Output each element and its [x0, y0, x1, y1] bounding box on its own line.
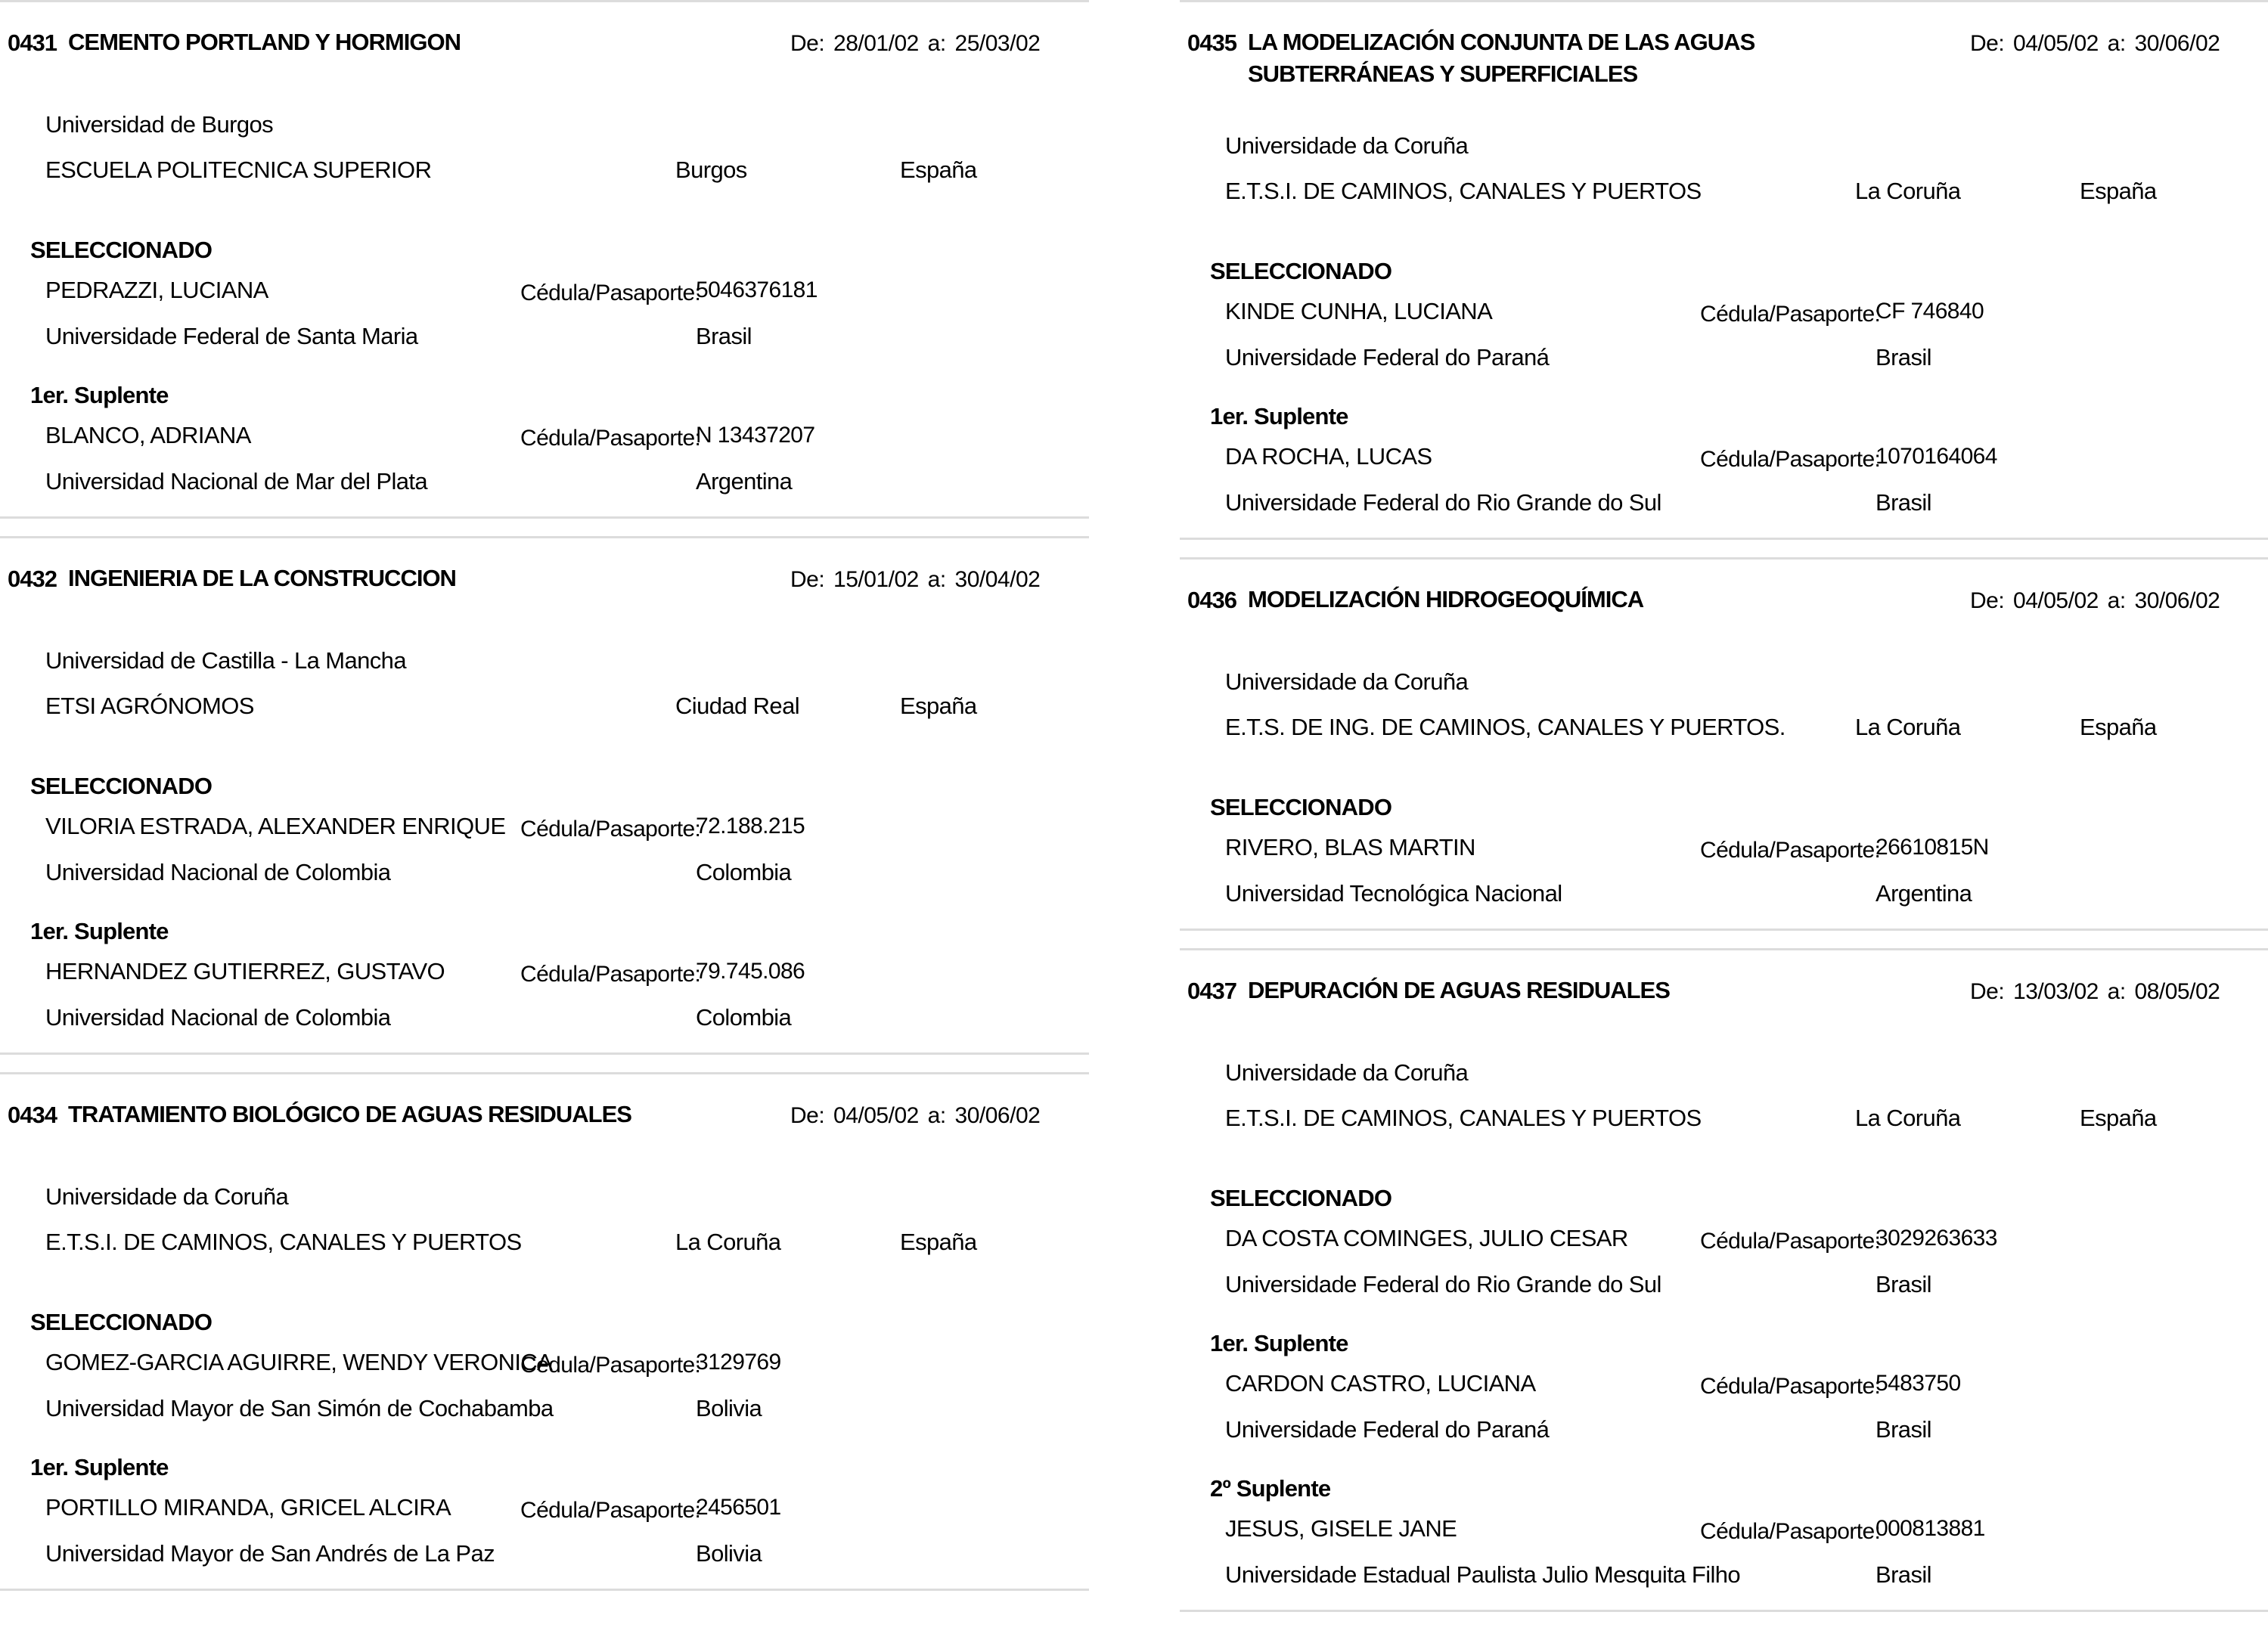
- course-dates: [790, 567, 1040, 593]
- course-code: 0432: [8, 566, 57, 592]
- university-name: Universidad de Castilla - La Mancha: [45, 647, 406, 674]
- candidate-name: KINDE CUNHA, LUCIANA: [1225, 298, 1493, 324]
- candidate-id-number: 5483750: [1876, 1371, 1961, 1396]
- university-name: Universidade da Coruña: [1225, 668, 1469, 695]
- school-country: España: [900, 1229, 977, 1255]
- candidate-name: GOMEZ-GARCIA AGUIRRE, WENDY VERONICA: [45, 1349, 553, 1375]
- course-block: [1180, 557, 2268, 931]
- candidate-country: Argentina: [696, 468, 793, 494]
- date-to-label: a:: [927, 31, 946, 56]
- date-to-label: a:: [927, 567, 946, 592]
- university-name: Universidade da Coruña: [1225, 132, 1469, 159]
- candidate-institution: Universidade Estadual Paulista Julio Mesquita Filho: [1225, 1561, 1741, 1588]
- school-name: E.T.S. DE ING. DE CAMINOS, CANALES Y PUERTOS.: [1225, 714, 1786, 740]
- course-block: [0, 0, 1089, 519]
- candidate-id-number: N 13437207: [696, 423, 815, 448]
- school-name: E.T.S.I. DE CAMINOS, CANALES Y PUERTOS: [1225, 178, 1702, 204]
- id-label: Cédula/Pasaporte:: [1700, 302, 1881, 327]
- candidate-institution: Universidad Mayor de San Simón de Cochabamba: [45, 1395, 554, 1421]
- candidate-country: Argentina: [1876, 880, 1972, 907]
- date-to: 30/06/02: [954, 1103, 1041, 1128]
- candidate-role: 1er. Suplente: [30, 1454, 169, 1480]
- candidate-institution: Universidad Mayor de San Andrés de La Paz: [45, 1540, 495, 1567]
- candidate-institution: Universidade Federal do Paraná: [1225, 1416, 1550, 1443]
- school-city: La Coruña: [1855, 1105, 1961, 1131]
- candidate-id-number: 3129769: [696, 1350, 781, 1375]
- id-label: Cédula/Pasaporte:: [1700, 1229, 1881, 1254]
- course-dates: [790, 1103, 1040, 1129]
- candidate-role: 1er. Suplente: [30, 382, 169, 408]
- date-from: 15/01/02: [833, 567, 919, 592]
- candidate-role: 2º Suplente: [1210, 1475, 1331, 1502]
- candidate-id-number: 5046376181: [696, 277, 818, 302]
- candidate-country: Brasil: [1876, 489, 1931, 516]
- course-block: [0, 536, 1089, 1055]
- id-label: Cédula/Pasaporte:: [520, 281, 701, 305]
- candidate-name: VILORIA ESTRADA, ALEXANDER ENRIQUE: [45, 813, 506, 839]
- date-from-label: De:: [790, 1103, 825, 1128]
- id-label: Cédula/Pasaporte:: [520, 426, 701, 451]
- date-from: 04/05/02: [833, 1103, 919, 1128]
- candidate-institution: Universidad Tecnológica Nacional: [1225, 880, 1562, 907]
- candidate-name: PORTILLO MIRANDA, GRICEL ALCIRA: [45, 1494, 451, 1521]
- id-label: Cédula/Pasaporte:: [1700, 1374, 1881, 1399]
- candidate-institution: Universidade Federal de Santa Maria: [45, 323, 418, 349]
- school-city: La Coruña: [1855, 714, 1961, 740]
- date-from-label: De:: [790, 31, 825, 56]
- candidate-role: 1er. Suplente: [1210, 1330, 1348, 1356]
- school-name: ESCUELA POLITECNICA SUPERIOR: [45, 157, 432, 183]
- candidate-name: HERNANDEZ GUTIERREZ, GUSTAVO: [45, 958, 445, 984]
- course-title: CEMENTO PORTLAND Y HORMIGON: [68, 29, 461, 55]
- course-dates: [1970, 31, 2220, 57]
- date-to-label: a:: [927, 1103, 946, 1128]
- candidate-institution: Universidade Federal do Rio Grande do Sul: [1225, 1271, 1661, 1297]
- id-label: Cédula/Pasaporte:: [520, 1498, 701, 1523]
- candidate-role: SELECCIONADO: [1210, 794, 1392, 820]
- course-code: 0431: [8, 29, 57, 56]
- date-from-label: De:: [790, 567, 825, 592]
- date-to-label: a:: [2107, 31, 2126, 56]
- candidate-name: DA COSTA COMINGES, JULIO CESAR: [1225, 1225, 1628, 1251]
- id-label: Cédula/Pasaporte:: [1700, 838, 1881, 863]
- school-country: España: [900, 157, 977, 183]
- university-name: Universidade da Coruña: [1225, 1059, 1469, 1086]
- date-from: 13/03/02: [2013, 979, 2099, 1004]
- school-city: Burgos: [675, 157, 747, 183]
- candidate-country: Bolivia: [696, 1395, 762, 1421]
- date-to-label: a:: [2107, 588, 2126, 613]
- candidate-id-number: 79.745.086: [696, 959, 805, 984]
- right-column: [1180, 0, 2268, 1612]
- course-title: MODELIZACIÓN HIDROGEOQUÍMICA: [1248, 586, 1644, 612]
- candidate-role: 1er. Suplente: [30, 918, 169, 944]
- course-title: DEPURACIÓN DE AGUAS RESIDUALES: [1248, 977, 1670, 1003]
- candidate-country: Colombia: [696, 859, 792, 885]
- school-country: España: [2080, 178, 2157, 204]
- candidate-id-number: 26610815N: [1876, 835, 1989, 860]
- date-from-label: De:: [1970, 979, 2005, 1004]
- candidate-name: CARDON CASTRO, LUCIANA: [1225, 1370, 1536, 1397]
- candidate-id-number: 1070164064: [1876, 444, 1997, 469]
- candidate-country: Brasil: [1876, 1416, 1931, 1443]
- candidate-institution: Universidad Nacional de Colombia: [45, 859, 391, 885]
- course-code: 0435: [1187, 29, 1236, 56]
- university-name: Universidad de Burgos: [45, 111, 274, 138]
- id-label: Cédula/Pasaporte:: [520, 1353, 701, 1378]
- candidate-institution: Universidade Federal do Paraná: [1225, 344, 1550, 370]
- date-to: 08/05/02: [2134, 979, 2220, 1004]
- candidate-name: JESUS, GISELE JANE: [1225, 1515, 1457, 1542]
- left-column: [0, 0, 1089, 1591]
- school-country: España: [2080, 714, 2157, 740]
- candidate-role: SELECCIONADO: [30, 773, 213, 799]
- candidate-country: Colombia: [696, 1004, 792, 1031]
- date-to-label: a:: [2107, 979, 2126, 1004]
- candidate-name: BLANCO, ADRIANA: [45, 422, 251, 448]
- course-dates: [790, 31, 1040, 57]
- id-label: Cédula/Pasaporte:: [520, 817, 701, 842]
- candidate-country: Bolivia: [696, 1540, 762, 1567]
- course-block: [1180, 0, 2268, 540]
- candidate-id-number: 2456501: [696, 1495, 781, 1520]
- candidate-role: SELECCIONADO: [30, 1309, 213, 1335]
- date-to: 30/04/02: [954, 567, 1041, 592]
- school-city: La Coruña: [675, 1229, 781, 1255]
- candidate-name: PEDRAZZI, LUCIANA: [45, 277, 268, 303]
- school-country: España: [2080, 1105, 2157, 1131]
- school-name: E.T.S.I. DE CAMINOS, CANALES Y PUERTOS: [1225, 1105, 1702, 1131]
- date-from: 04/05/02: [2013, 31, 2099, 56]
- candidate-institution: Universidad Nacional de Colombia: [45, 1004, 391, 1031]
- school-name: E.T.S.I. DE CAMINOS, CANALES Y PUERTOS: [45, 1229, 522, 1255]
- candidate-institution: Universidade Federal do Rio Grande do Sul: [1225, 489, 1661, 516]
- course-title: LA MODELIZACIÓN CONJUNTA DE LAS AGUAS SUBTERRÁNEAS Y SUPERFICIALES: [1248, 29, 1755, 87]
- date-to: 30/06/02: [2134, 588, 2220, 613]
- candidate-name: DA ROCHA, LUCAS: [1225, 443, 1432, 470]
- candidate-country: Brasil: [696, 323, 752, 349]
- date-from-label: De:: [1970, 588, 2005, 613]
- date-from: 04/05/02: [2013, 588, 2099, 613]
- candidate-id-number: 3029263633: [1876, 1226, 1997, 1251]
- school-city: Ciudad Real: [675, 693, 800, 719]
- date-from: 28/01/02: [833, 31, 919, 56]
- candidate-id-number: 72.188.215: [696, 814, 805, 839]
- course-title: INGENIERIA DE LA CONSTRUCCION: [68, 565, 456, 591]
- university-name: Universidade da Coruña: [45, 1183, 289, 1210]
- candidate-role: 1er. Suplente: [1210, 403, 1348, 429]
- course-dates: [1970, 979, 2220, 1005]
- course-code: 0434: [8, 1102, 57, 1128]
- candidate-id-number: 000813881: [1876, 1516, 1985, 1541]
- id-label: Cédula/Pasaporte:: [520, 962, 701, 987]
- date-to: 30/06/02: [2134, 31, 2220, 56]
- candidate-role: SELECCIONADO: [30, 237, 213, 263]
- candidate-institution: Universidad Nacional de Mar del Plata: [45, 468, 428, 494]
- course-code: 0437: [1187, 978, 1236, 1004]
- date-to: 25/03/02: [954, 31, 1041, 56]
- candidate-country: Brasil: [1876, 344, 1931, 370]
- id-label: Cédula/Pasaporte:: [1700, 447, 1881, 472]
- date-from-label: De:: [1970, 31, 2005, 56]
- candidate-name: RIVERO, BLAS MARTIN: [1225, 834, 1475, 860]
- course-title: TRATAMIENTO BIOLÓGICO DE AGUAS RESIDUALES: [68, 1101, 631, 1127]
- course-block: [0, 1072, 1089, 1591]
- course-dates: [1970, 588, 2220, 614]
- candidate-id-number: CF 746840: [1876, 299, 1984, 324]
- candidate-role: SELECCIONADO: [1210, 258, 1392, 284]
- candidate-country: Brasil: [1876, 1271, 1931, 1297]
- school-country: España: [900, 693, 977, 719]
- course-block: [1180, 948, 2268, 1612]
- school-name: ETSI AGRÓNOMOS: [45, 693, 254, 719]
- candidate-role: SELECCIONADO: [1210, 1185, 1392, 1211]
- course-code: 0436: [1187, 587, 1236, 613]
- id-label: Cédula/Pasaporte:: [1700, 1519, 1881, 1544]
- school-city: La Coruña: [1855, 178, 1961, 204]
- candidate-country: Brasil: [1876, 1561, 1931, 1588]
